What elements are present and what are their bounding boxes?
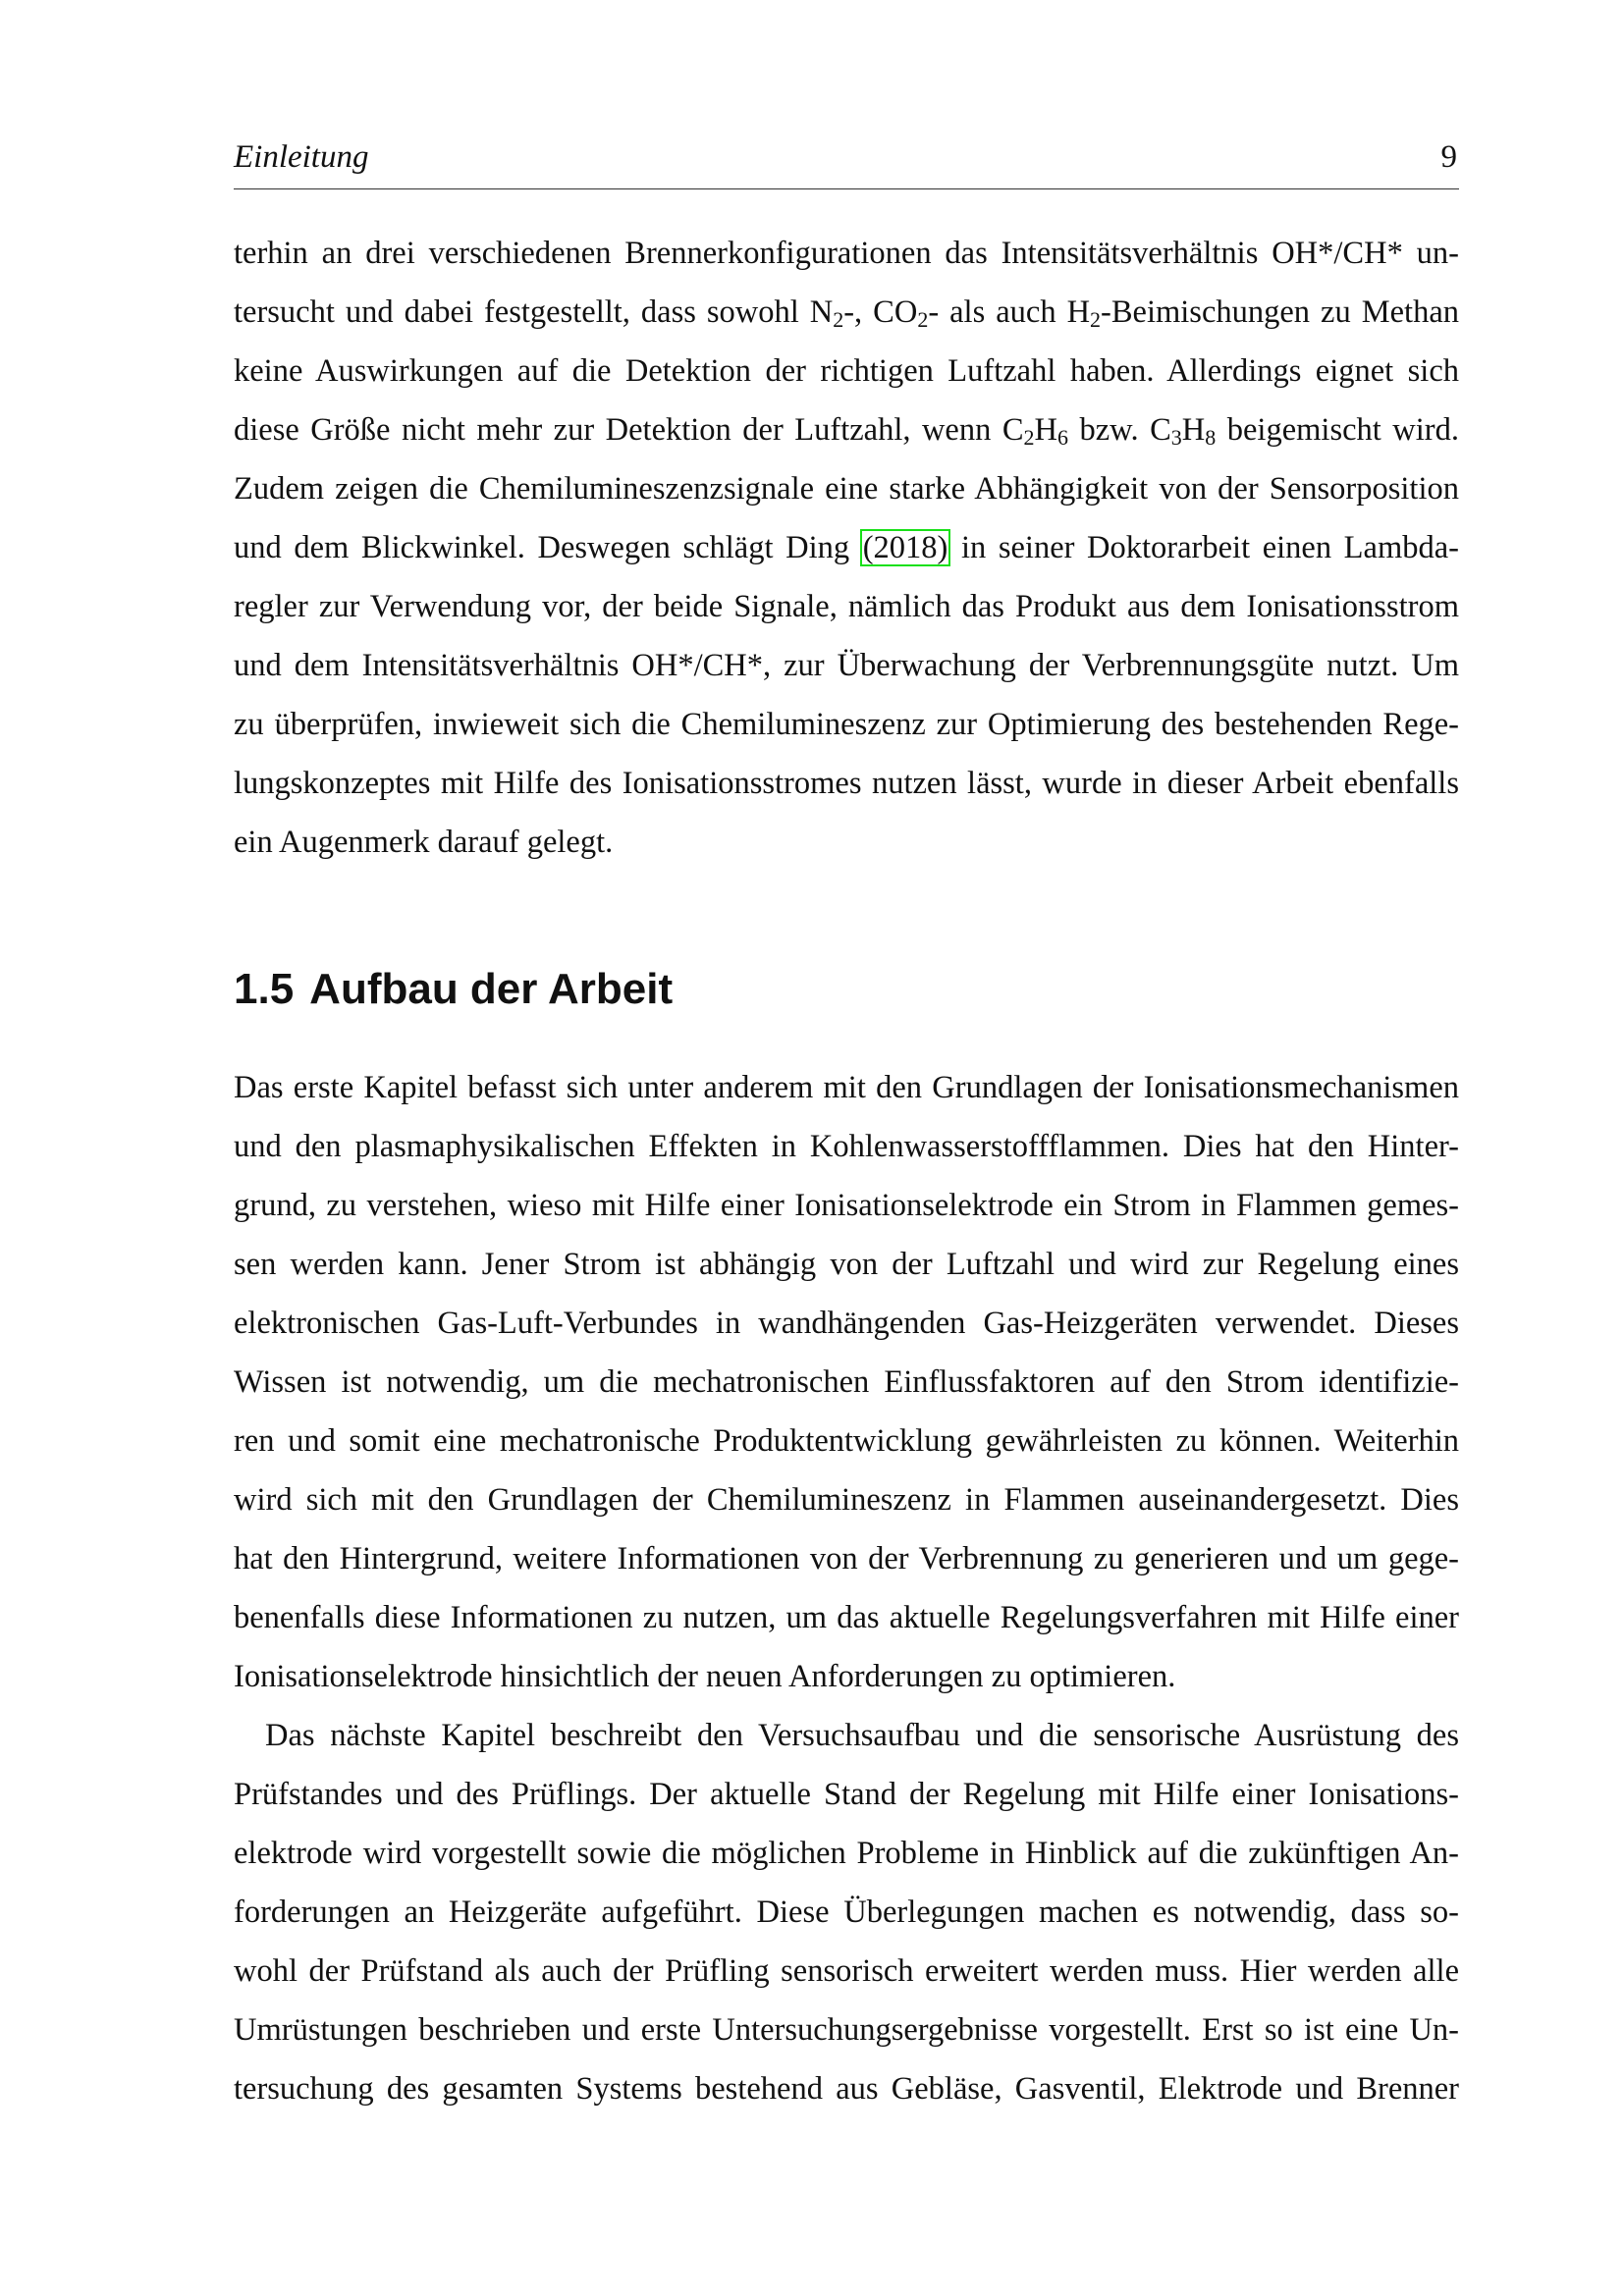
- text-line: terhin an drei verschiedenen Brennerkonfigurationen das Intensitätsverhältnis OH*/CH* un-: [234, 236, 1459, 271]
- text-line: Ionisationselektrode hinsichtlich der neuen Anforderungen zu optimieren.: [234, 1659, 1176, 1694]
- text-line: lungskonzeptes mit Hilfe des Ionisationsstromes nutzen lässt, wurde in dieser Arbeit ebenfalls: [234, 766, 1459, 801]
- text-line: und dem Intensitätsverhältnis OH*/CH*, zur Überwachung der Verbrennungsgüte nutzt. Um: [234, 648, 1459, 683]
- text-line: tersuchung des gesamten Systems bestehend aus Gebläse, Gasventil, Elektrode und Brenner: [234, 2071, 1459, 2107]
- text-line: Wissen ist notwendig, um die mechatronischen Einflussfaktoren auf den Strom identifizie-: [234, 1364, 1459, 1400]
- text-line: Das nächste Kapitel beschreibt den Versuchsaufbau und die sensorische Ausrüstung des: [265, 1718, 1459, 1753]
- section-heading: [234, 960, 673, 1019]
- section-title: Aufbau der Arbeit: [309, 965, 674, 1013]
- text-line: ein Augenmerk darauf gelegt.: [234, 825, 614, 860]
- page-number: 9: [1440, 139, 1457, 175]
- text-line: grund, zu verstehen, wieso mit Hilfe einer Ionisationselektrode ein Strom in Flammen gemes-: [234, 1188, 1459, 1223]
- text-line: Zudem zeigen die Chemilumineszenzsignale eine starke Abhängigkeit von der Sensorposition: [234, 471, 1459, 507]
- text-line: hat den Hintergrund, weitere Informationen von der Verbrennung zu generieren und um gege-: [234, 1541, 1459, 1576]
- running-title: Einleitung: [234, 139, 369, 175]
- text-line: Umrüstungen beschrieben und erste Untersuchungsergebnisse vorgestellt. Erst so ist eine Un-: [234, 2012, 1459, 2048]
- section-number: 1.5: [234, 965, 295, 1013]
- page-header: [234, 133, 1459, 189]
- text-line: Das erste Kapitel befasst sich unter anderem mit den Grundlagen der Ionisationsmechanismen: [234, 1070, 1459, 1105]
- citation-link[interactable]: (2018): [862, 530, 948, 565]
- text-line: wird sich mit den Grundlagen der Chemilumineszenz in Flammen auseinandergesetzt. Dies: [234, 1482, 1459, 1518]
- text-line: regler zur Verwendung vor, der beide Signale, nämlich das Produkt aus dem Ionisationsstrom: [234, 589, 1459, 624]
- text-line: diese Größe nicht mehr zur Detektion der Luftzahl, wenn $C_2H_6$ bzw. $C_3H_8$ beigemischt wird.: [234, 412, 1459, 450]
- text-line: Prüfstandes und des Prüflings. Der aktuelle Stand der Regelung mit Hilfe einer Ionisations-: [234, 1777, 1459, 1812]
- text-line: benenfalls diese Informationen zu nutzen, um das aktuelle Regelungsverfahren mit Hilfe einer: [234, 1600, 1459, 1635]
- text-line: wohl der Prüfstand als auch der Prüfling sensorisch erweitert werden muss. Hier werden alle: [234, 1953, 1459, 1989]
- text-line: elektrode wird vorgestellt sowie die möglichen Probleme in Hinblick auf die zukünftigen An-: [234, 1836, 1459, 1871]
- text-line: ren und somit eine mechatronische Produktentwicklung gewährleisten zu können. Weiterhin: [234, 1423, 1459, 1459]
- text-line: keine Auswirkungen auf die Detektion der richtigen Luftzahl haben. Allerdings eignet sich: [234, 353, 1459, 389]
- text-line: elektronischen Gas-Luft-Verbundes in wandhängenden Gas-Heizgeräten verwendet. Dieses: [234, 1306, 1459, 1341]
- text-line: zu überprüfen, inwieweit sich die Chemilumineszenz zur Optimierung des bestehenden Rege-: [234, 707, 1459, 742]
- text-line: und dem Blickwinkel. Deswegen schlägt Ding (2018) in seiner Doktorarbeit einen Lambda-: [234, 530, 1459, 565]
- text-line: sen werden kann. Jener Strom ist abhängig von der Luftzahl und wird zur Regelung eines: [234, 1247, 1459, 1282]
- text-line: und den plasmaphysikalischen Effekten in Kohlenwasserstoffflammen. Dies hat den Hinter-: [234, 1129, 1459, 1164]
- text-line: tersucht und dabei festgestellt, dass sowohl $N_2-$, $CO_2-$ als auch $H_2$-Beimischungen zu Methan: [234, 294, 1459, 332]
- text-line: forderungen an Heizgeräte aufgeführt. Diese Überlegungen machen es notwendig, dass so-: [234, 1895, 1459, 1930]
